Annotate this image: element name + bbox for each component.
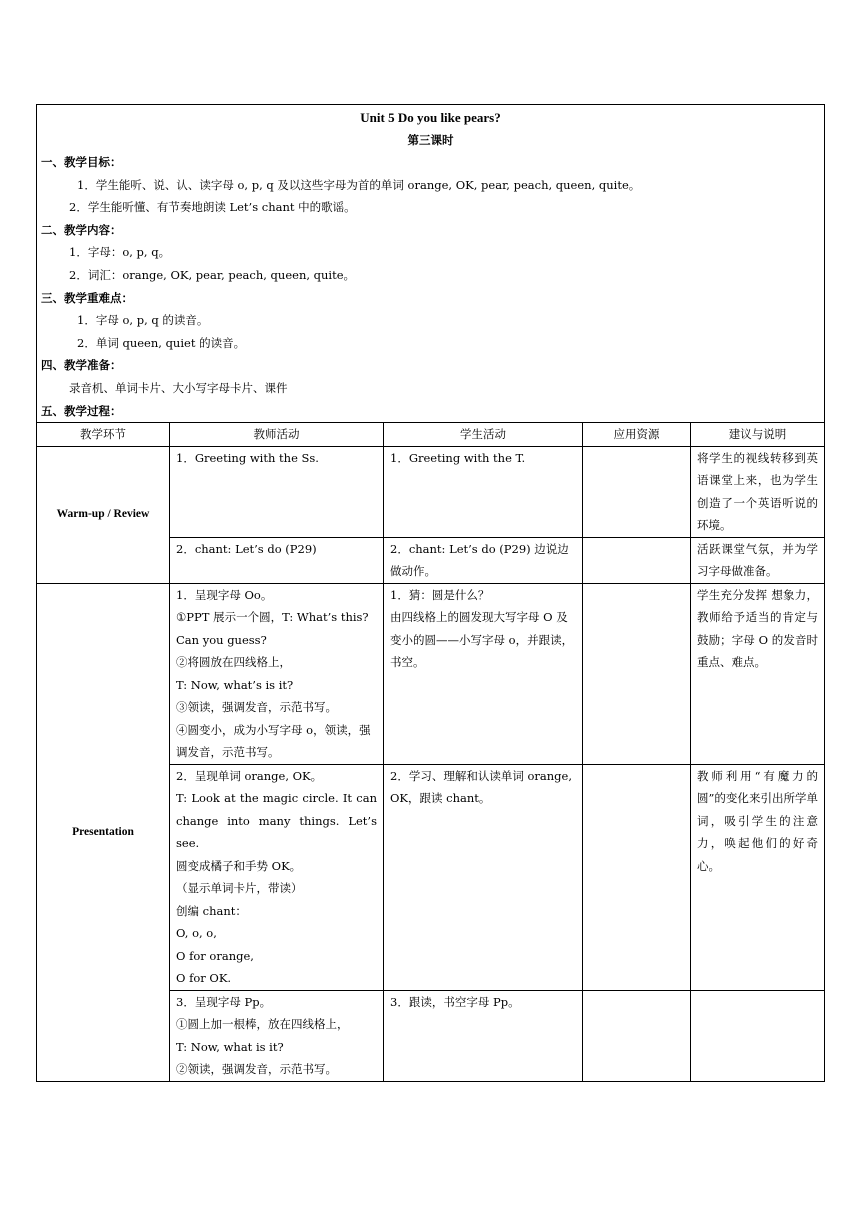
section-heading: 五、教学过程： <box>41 403 122 418</box>
student-cell <box>384 537 583 583</box>
student-line: 2．学习、理解和认读单词 orange, OK，跟读 chant。 <box>390 768 572 806</box>
student-line: 2．chant: Let’s do (P29) 边说边做动作。 <box>390 541 569 579</box>
teacher-cell <box>170 764 384 990</box>
teacher-line: O, o, o, <box>176 926 217 941</box>
stage-cell: Presentation <box>37 583 170 1081</box>
teacher-line: O for orange, <box>176 948 254 963</box>
resource-cell <box>583 764 691 990</box>
teacher-cell <box>170 537 384 583</box>
teacher-line: （显示单词卡片，带读） <box>176 881 303 896</box>
student-line: 3．跟读，书空字母 Pp。 <box>390 994 520 1009</box>
section-line: 2．单词 queen, quiet 的读音。 <box>77 335 246 350</box>
section-line: 1．字母：o, p, q。 <box>69 245 171 260</box>
student-cell <box>384 764 583 990</box>
teacher-line: 圆变成橘子和手势 OK。 <box>176 858 302 873</box>
student-line: 由四线格上的圆发现大写字母 O 及变小的圆——小写字母 o，并跟读，书空。 <box>390 610 574 670</box>
lesson-plan-document <box>36 104 824 1082</box>
teacher-line: ③领读，强调发音，示范书写。 <box>176 700 337 715</box>
resource-cell <box>583 583 691 764</box>
document-title: Unit 5 Do you like pears? <box>360 110 501 125</box>
section-heading: 四、教学准备： <box>41 358 122 373</box>
teacher-line: 1．Greeting with the Ss. <box>176 450 319 465</box>
teacher-line: 2．chant: Let’s do (P29) <box>176 541 317 556</box>
section-procedure <box>43 400 818 423</box>
note-cell: 活跃课堂气氛，并为学习字母做准备。 <box>691 537 825 583</box>
note-cell: 将学生的视线转移到英语课堂上来，也为学生创造了一个英语听说的环境。 <box>691 446 825 537</box>
section-heading: 一、教学目标： <box>41 155 122 169</box>
teacher-line: T: Look at the magic circle. It can change into many things. Let’s see. <box>176 791 377 851</box>
header-cell <box>37 105 825 423</box>
teacher-line: 2．呈现单词 orange, OK。 <box>176 768 323 783</box>
section-line: 2．词汇：orange, OK, pear, peach, queen, quite。 <box>69 267 356 282</box>
teacher-cell <box>170 990 384 1081</box>
column-header: 学生活动 <box>384 423 583 447</box>
note-cell <box>691 990 825 1081</box>
table-row <box>37 583 825 764</box>
resource-cell <box>583 990 691 1081</box>
lesson-plan-table <box>36 104 825 1082</box>
teacher-line: ②领读，强调发音，示范书写。 <box>176 1062 337 1077</box>
column-header: 教学环节 <box>37 423 170 447</box>
section-line: 2．学生能听懂、有节奏地朗读 Let’s chant 中的歌谣。 <box>69 200 356 215</box>
stage-cell: Warm-up / Review <box>37 446 170 583</box>
section-line: 1．字母 o, p, q 的读音。 <box>77 313 209 328</box>
teacher-line: ②将圆放在四线格上， <box>176 655 291 670</box>
column-header: 建议与说明 <box>691 423 825 447</box>
student-cell <box>384 446 583 537</box>
table-row <box>37 446 825 537</box>
teacher-line: ①PPT 展示一个圆，T: What’s this? Can you guess? <box>176 610 369 647</box>
resource-cell <box>583 537 691 583</box>
teacher-line: 1．呈现字母 Oo。 <box>176 587 273 602</box>
header-row <box>37 105 825 423</box>
teacher-line: T: Now, what is it? <box>176 1039 284 1054</box>
resource-cell <box>583 446 691 537</box>
teacher-cell <box>170 446 384 537</box>
teacher-line: O for OK. <box>176 971 232 986</box>
teacher-line: 创编 chant： <box>176 903 247 918</box>
note-cell: 学生充分发挥 想象力，教师给予适当的肯定与鼓励；字母 O 的发音时重点、难点。 <box>691 583 825 764</box>
document-subtitle: 第三课时 <box>407 133 454 147</box>
note-cell: 教师利用“有魔力的圆”的变化来引出所学单词，吸引学生的注意力，唤起他们的好奇心。 <box>691 764 825 990</box>
section-preparation <box>43 354 818 399</box>
section-line: 1．学生能听、说、认、读字母 o, p, q 及以这些字母为首的单词 orange, OK, pear, peach, queen, quite。 <box>77 177 641 192</box>
teacher-line: ①圆上加一根棒，放在四线格上， <box>176 1017 349 1032</box>
student-line: 1．猜：圆是什么？ <box>390 587 490 602</box>
column-header: 应用资源 <box>583 423 691 447</box>
column-header: 教师活动 <box>170 423 384 447</box>
student-line: 1．Greeting with the T. <box>390 450 526 465</box>
section-content <box>43 219 818 287</box>
teacher-line: T: Now, what’s is it? <box>176 677 294 692</box>
student-cell <box>384 583 583 764</box>
section-line: 录音机、单词卡片、大小写字母卡片、课件 <box>69 380 288 395</box>
teacher-line: 3．呈现字母 Pp。 <box>176 994 272 1009</box>
section-heading: 三、教学重难点： <box>41 290 133 305</box>
section-objectives <box>43 151 818 219</box>
section-heading: 二、教学内容： <box>41 222 122 237</box>
student-cell <box>384 990 583 1081</box>
section-key-points <box>43 287 818 355</box>
teacher-line: ④圆变小，成为小写字母 o，领读，强调发音，示范书写。 <box>176 722 371 760</box>
teacher-cell <box>170 583 384 764</box>
column-header-row <box>37 423 825 447</box>
